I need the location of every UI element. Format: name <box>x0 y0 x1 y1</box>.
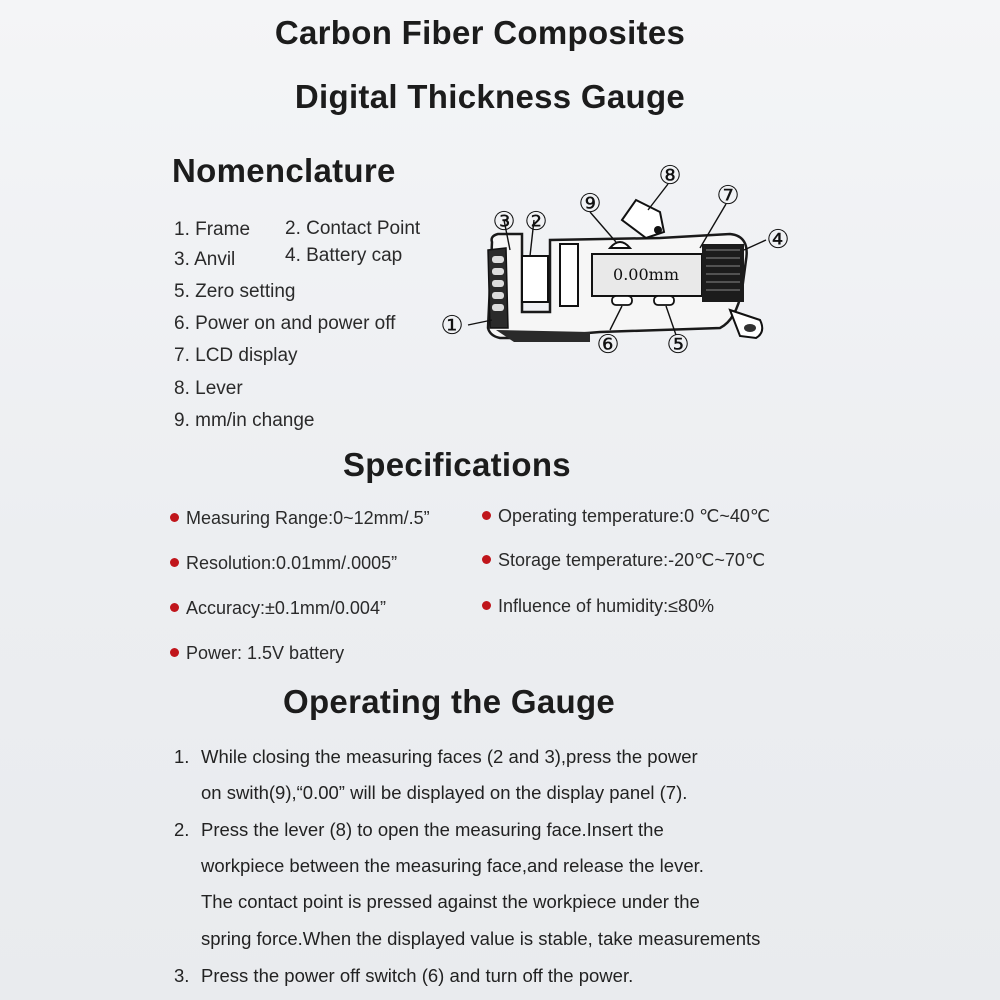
frame-tail-hole <box>744 324 756 332</box>
nomenclature-item: 8. Lever <box>174 378 243 399</box>
nomenclature-item: 1. Frame <box>174 219 251 240</box>
spec-text: Operating temperature:0 ℃~40℃ <box>498 506 771 526</box>
step-line: on swith(9),“0.00” will be displayed on the display panel (7). <box>201 782 688 803</box>
nomenclature-item: 7. LCD display <box>174 345 298 366</box>
callout-6: ⑥ <box>596 330 620 360</box>
callout-8: ⑧ <box>658 161 682 191</box>
power-button <box>612 296 632 305</box>
operating-heading: Operating the Gauge <box>283 683 616 720</box>
step-line: Press the lever (8) to open the measuring face.Insert the <box>201 819 664 840</box>
step-number: 2. <box>174 819 190 840</box>
spec-item <box>482 506 770 527</box>
grip-slot <box>492 304 504 311</box>
grip-slot <box>492 292 504 299</box>
callout-1: ① <box>440 311 464 341</box>
step-line: Press the power off switch (6) and turn off the power. <box>201 965 634 986</box>
nomenclature-heading: Nomenclature <box>172 152 396 189</box>
nomenclature-item: 9. mm/in change <box>174 410 315 431</box>
spec-text: Influence of humidity:≤80% <box>498 596 714 616</box>
frame-base <box>496 330 590 342</box>
spec-item <box>482 550 765 571</box>
callout-5: ⑤ <box>666 330 690 360</box>
callout-2: ② <box>524 207 548 237</box>
spec-item <box>482 596 714 617</box>
bullet-dot <box>482 511 491 520</box>
bullet-dot <box>170 513 179 522</box>
callout-3: ③ <box>492 207 516 237</box>
step-line: spring force.When the displayed value is stable, take measurements <box>201 928 761 949</box>
step-line: While closing the measuring faces (2 and 3),press the power <box>201 746 698 767</box>
spec-text: Storage temperature:-20℃~70℃ <box>498 550 766 570</box>
nomenclature-item: 6. Power on and power off <box>174 313 396 334</box>
spec-text: Power: 1.5V battery <box>186 643 345 663</box>
lever-pivot <box>654 226 662 234</box>
step-line: The contact point is pressed against the workpiece under the <box>201 891 700 912</box>
spec-text: Measuring Range:0~12mm/.5” <box>186 508 430 528</box>
grip-slot <box>492 268 504 275</box>
frame-tail <box>730 310 762 338</box>
contact-point <box>560 244 578 306</box>
spec-text: Resolution:0.01mm/.0005” <box>186 553 398 573</box>
callout-7: ⑦ <box>716 181 740 211</box>
thickness-gauge-diagram <box>430 160 800 360</box>
grip-slot <box>492 256 504 263</box>
callout-4: ④ <box>766 225 790 255</box>
bullet-dot <box>482 555 491 564</box>
title-line-1: Carbon Fiber Composites <box>274 14 686 51</box>
grip-slot <box>492 280 504 287</box>
bullet-dot <box>482 601 491 610</box>
title-line-2: Digital Thickness Gauge <box>294 78 686 115</box>
bullet-dot <box>170 558 179 567</box>
battery-cap <box>702 244 744 302</box>
step-number: 3. <box>174 965 190 986</box>
spec-item <box>170 508 430 529</box>
nomenclature-item: 5. Zero setting <box>174 281 296 302</box>
nomenclature-item: 2. Contact Point <box>285 218 421 239</box>
spec-item <box>170 598 386 619</box>
step-line: workpiece between the measuring face,and release the lever. <box>201 855 704 876</box>
bullet-dot <box>170 603 179 612</box>
zero-button <box>654 296 674 305</box>
lcd-reading: 0.00mm <box>613 265 679 284</box>
callout-9: ⑨ <box>578 189 602 219</box>
specifications-heading: Specifications <box>343 446 571 483</box>
spec-text: Accuracy:±0.1mm/0.004” <box>186 598 386 618</box>
spec-item <box>170 643 344 664</box>
spec-item <box>170 553 397 574</box>
step-number: 1. <box>174 746 190 767</box>
nomenclature-item: 3. Anvil <box>174 249 236 270</box>
bullet-dot <box>170 648 179 657</box>
nomenclature-item: 4. Battery cap <box>285 245 403 266</box>
anvil <box>522 256 548 302</box>
